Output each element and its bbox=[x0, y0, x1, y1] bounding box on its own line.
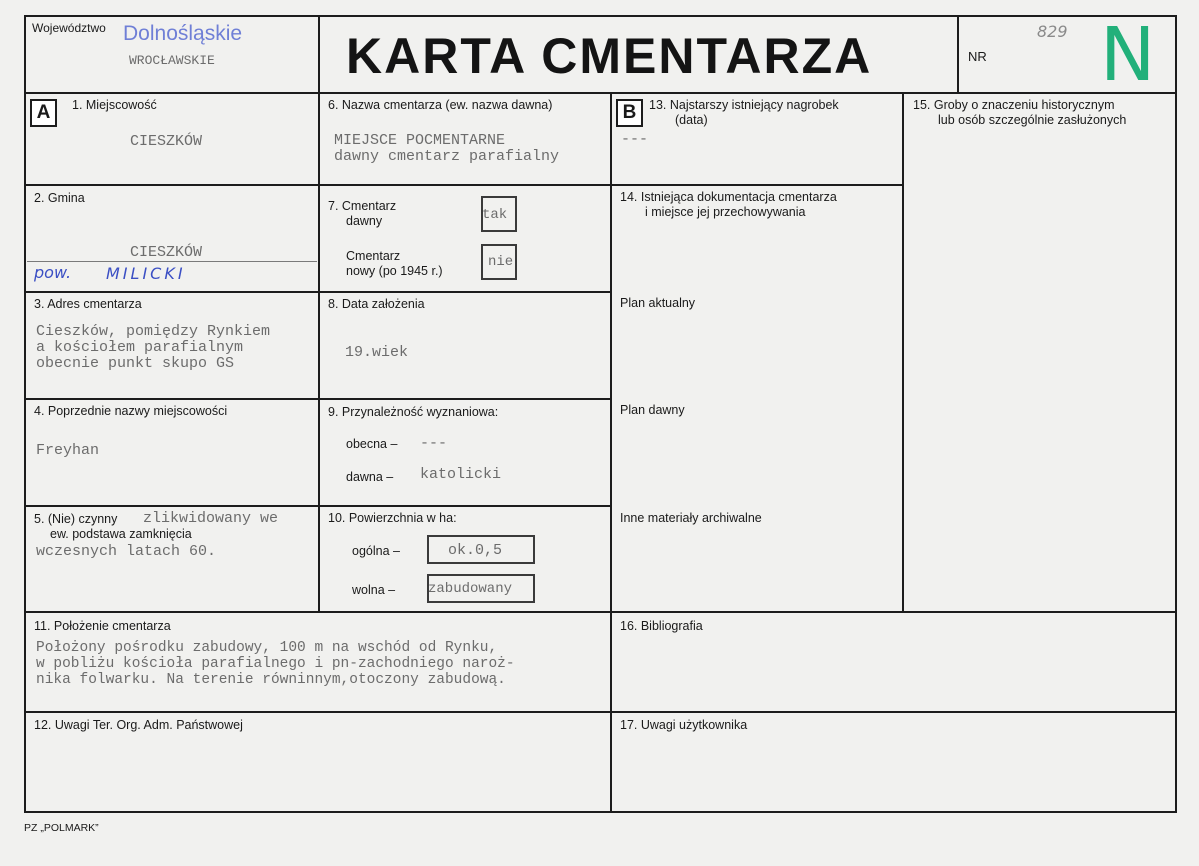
nr-label: NR bbox=[968, 49, 987, 64]
field-10-wolna-value: zabudowany bbox=[428, 581, 513, 597]
field-1-label: 1. Miejscowość bbox=[72, 98, 157, 112]
field-3-label: 3. Adres cmentarza bbox=[34, 297, 142, 311]
voivodeship-typed: WROCŁAWSKIE bbox=[129, 53, 215, 68]
field-4-value: Freyhan bbox=[36, 442, 100, 459]
plan-aktualny-label: Plan aktualny bbox=[620, 296, 696, 310]
field-10-ogolna-label: ogólna – bbox=[352, 544, 400, 558]
field-13-sublabel: (data) bbox=[675, 113, 708, 127]
field-2-handwritten-name: MILICKI bbox=[106, 264, 186, 283]
voivodeship-label: Województwo bbox=[32, 21, 106, 35]
field-7-nowy-value: nie bbox=[488, 254, 514, 270]
field-16-label: 16. Bibliografia bbox=[620, 619, 703, 633]
field-5-sublabel: ew. podstawa zamknięcia bbox=[50, 527, 192, 541]
field-8-value: 19.wiek bbox=[345, 344, 409, 361]
field-9-obecna-label: obecna – bbox=[346, 437, 398, 451]
field-15-label: 15. Groby o znaczeniu historycznym bbox=[913, 98, 1115, 112]
nr-green-mark: N bbox=[1100, 12, 1156, 98]
field-13-label: 13. Najstarszy istniejący nagrobek bbox=[649, 98, 839, 112]
field-10-label: 10. Powierzchnia w ha: bbox=[328, 511, 457, 525]
field-3-value: Cieszków, pomiędzy Rynkiem a kościołem parafialnym obecnie punkt skupo GS bbox=[36, 323, 271, 372]
field-5-value-line2: wczesnych latach 60. bbox=[36, 543, 217, 560]
field-17-label: 17. Uwagi użytkownika bbox=[620, 718, 748, 732]
field-6-label: 6. Nazwa cmentarza (ew. nazwa dawna) bbox=[328, 98, 553, 112]
field-2-label: 2. Gmina bbox=[34, 191, 85, 205]
field-14-label: 14. Istniejąca dokumentacja cmentarza bbox=[620, 190, 837, 204]
field-10-ogolna-value: ok.0,5 bbox=[448, 542, 503, 559]
field-1-value: CIESZKÓW bbox=[130, 133, 203, 150]
field-2-underline bbox=[27, 261, 317, 262]
field-7-dawny-value: tak bbox=[482, 207, 508, 223]
field-9-dawna-value: katolicki bbox=[420, 466, 502, 483]
voivodeship-stamp: Dolnośląskie bbox=[123, 22, 243, 45]
field-7-nowy-label: Cmentarz bbox=[346, 249, 401, 263]
field-11-value: Położony pośrodku zabudowy, 100 m na wschód od Rynku, w pobliżu kościoła parafialnego i pn-zachodniego naroż- nika folwarku. Na terenie równinnym,otoczony zabudową. bbox=[36, 640, 515, 688]
field-7-label: 7. Cmentarz bbox=[328, 199, 397, 213]
field-12-label: 12. Uwagi Ter. Org. Adm. Państwowej bbox=[34, 718, 243, 732]
field-13-value: --- bbox=[621, 131, 649, 148]
field-2-handwritten-pow: pow. bbox=[34, 263, 72, 282]
field-15-cell bbox=[902, 92, 1177, 613]
section-b-marker: B bbox=[616, 99, 643, 127]
field-7-nowy-sublabel: nowy (po 1945 r.) bbox=[346, 264, 443, 278]
field-6-value: MIEJSCE POCMENTARNE dawny cmentarz parafialny bbox=[334, 132, 560, 165]
field-8-label: 8. Data założenia bbox=[328, 297, 425, 311]
field-5-value-line1: zlikwidowany we bbox=[143, 510, 279, 527]
field-9-obecna-value: --- bbox=[420, 435, 448, 452]
field-2-value: CIESZKÓW bbox=[130, 244, 203, 261]
field-10-wolna-label: wolna – bbox=[352, 583, 396, 597]
field-9-dawna-label: dawna – bbox=[346, 470, 394, 484]
plan-dawny-label: Plan dawny bbox=[620, 403, 685, 417]
nr-pencil-number: 829 bbox=[1037, 22, 1068, 41]
field-7-sublabel: dawny bbox=[346, 214, 383, 228]
field-5-label: 5. (Nie) czynny bbox=[34, 512, 118, 526]
field-14-sublabel: i miejsce jej przechowywania bbox=[645, 205, 806, 219]
field-9-label: 9. Przynależność wyznaniowa: bbox=[328, 405, 499, 419]
field-4-label: 4. Poprzednie nazwy miejscowości bbox=[34, 404, 228, 418]
page-title: KARTA CMENTARZA bbox=[346, 28, 873, 84]
section-a-marker: A bbox=[30, 99, 57, 127]
field-11-label: 11. Położenie cmentarza bbox=[34, 619, 171, 633]
field-15-sublabel: lub osób szczególnie zasłużonych bbox=[938, 113, 1127, 127]
field-14-cell bbox=[610, 184, 904, 613]
printer-imprint: PZ „POLMARK” bbox=[24, 822, 99, 834]
inne-materialy-label: Inne materiały archiwalne bbox=[620, 511, 762, 525]
